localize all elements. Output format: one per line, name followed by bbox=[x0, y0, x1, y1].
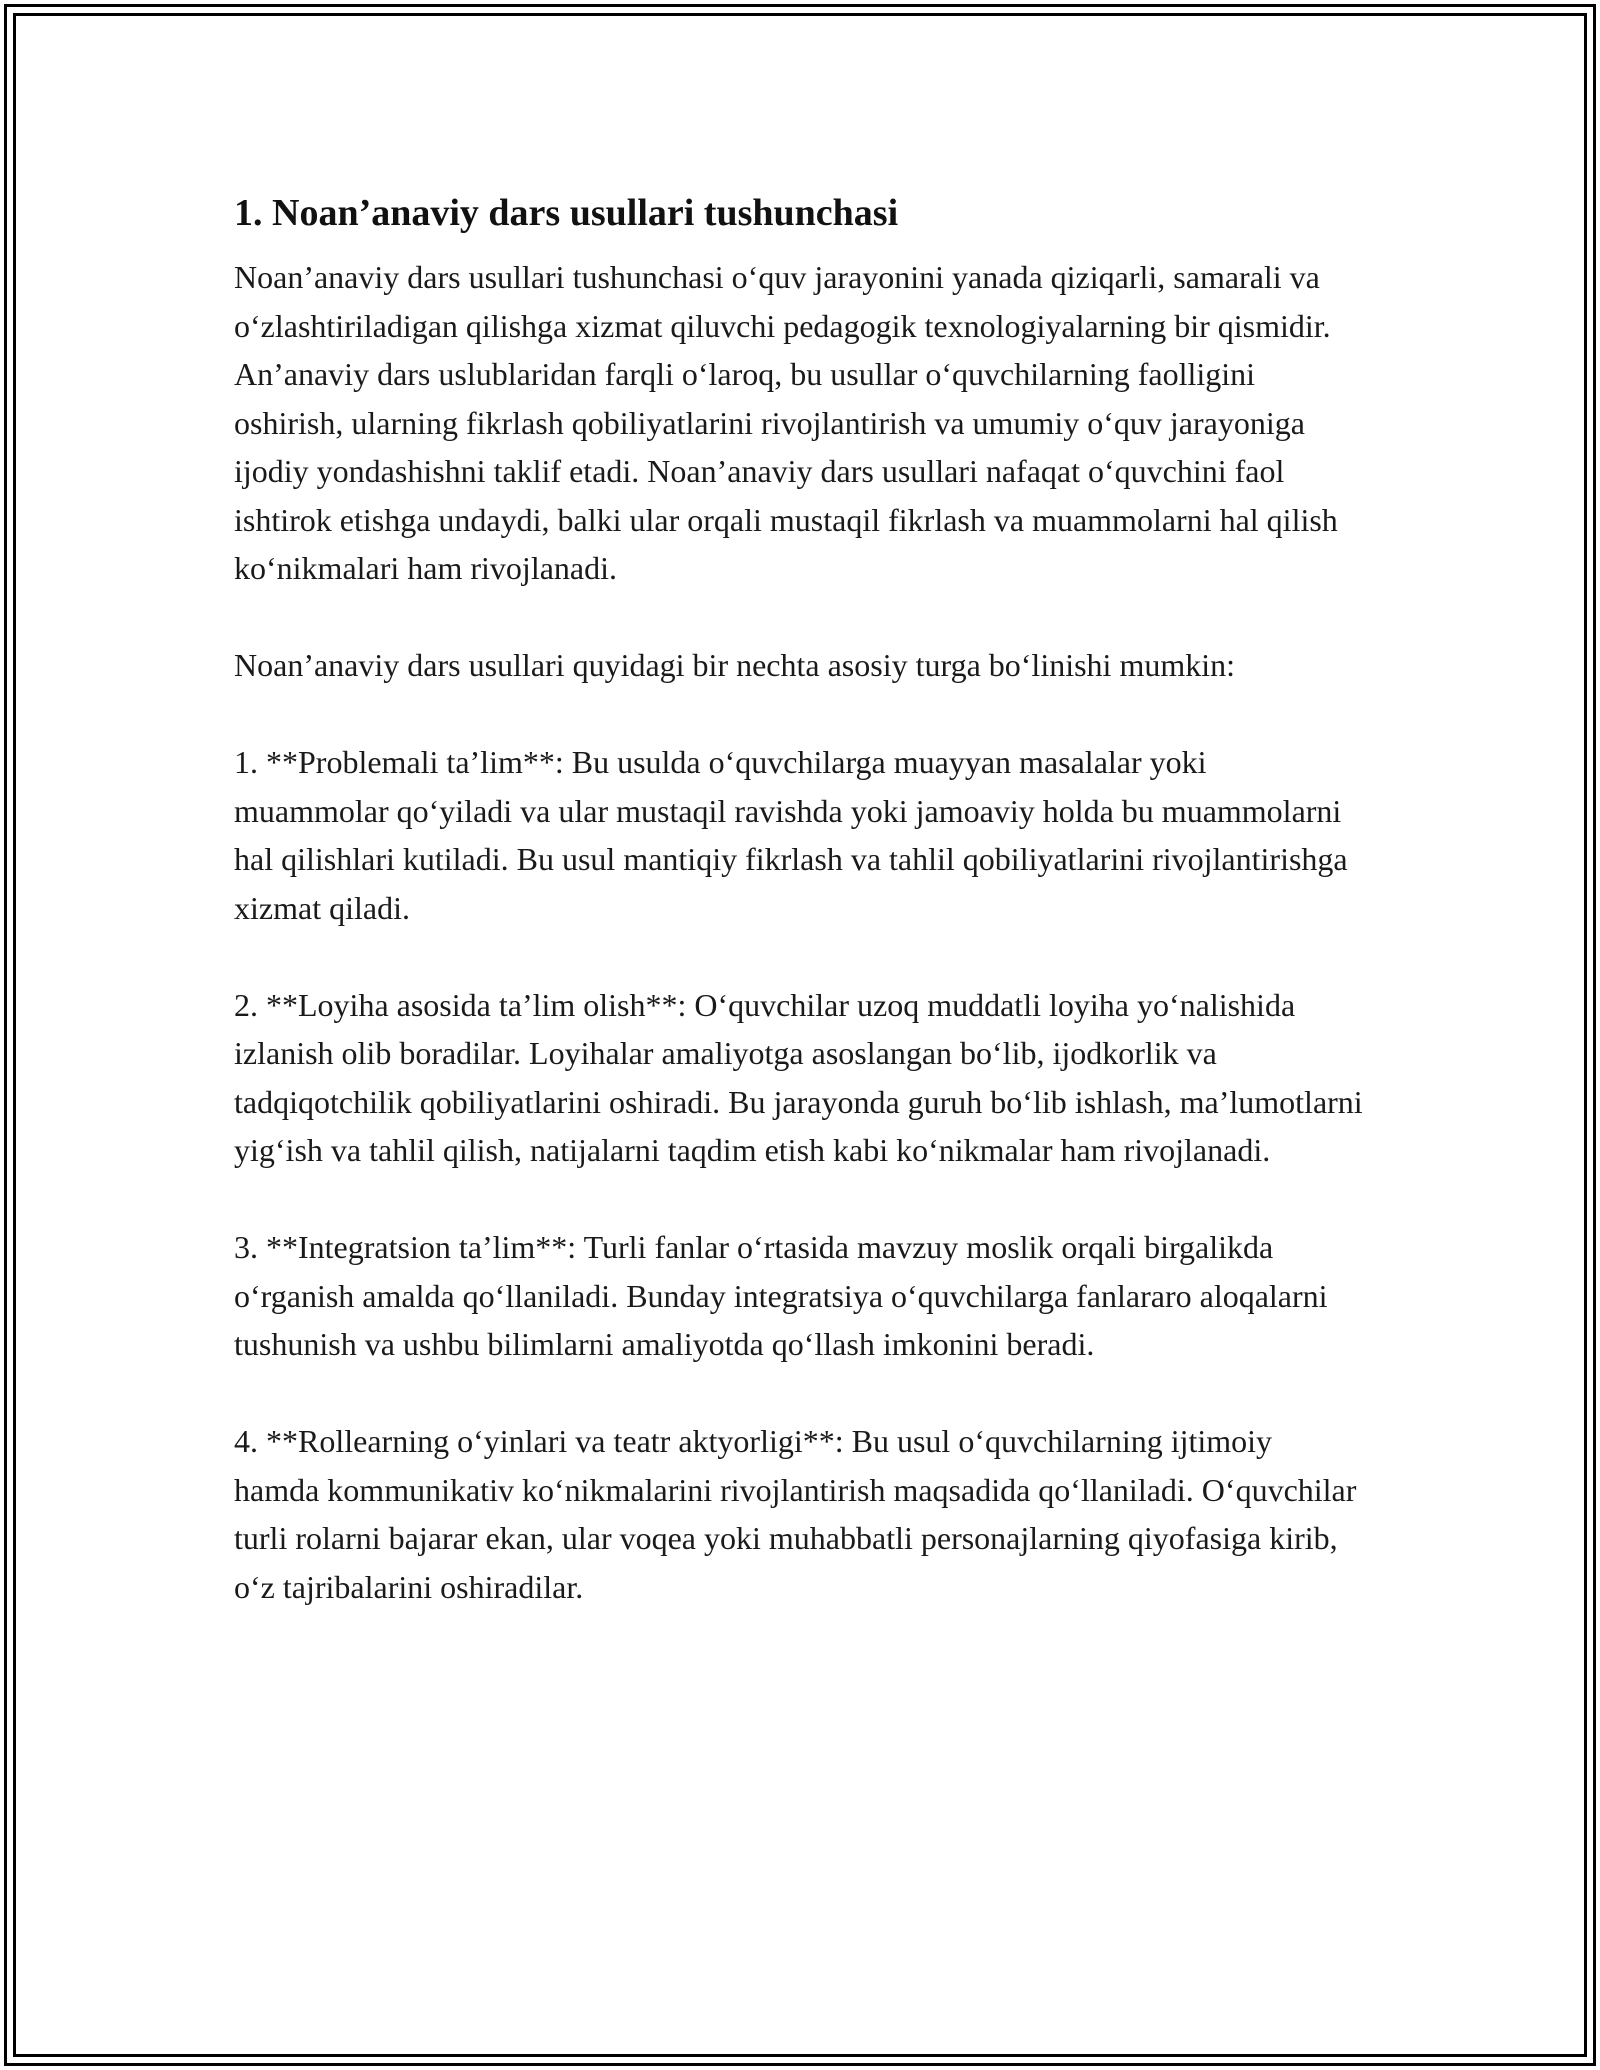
types-intro-paragraph: Noan’anaviy dars usullari quyidagi bir nechta asosiy turga bo‘linishi mumkin: bbox=[234, 647, 1235, 683]
list-item-loyiha-asosida-talim: 2. **Loyiha asosida ta’lim olish**: O‘quvchilar uzoq muddatli loyiha yo‘nalishida izlanish olib boradilar. Loyihalar amaliyotga asoslangan bo‘lib, ijodkorlik va tadqiqotchilik qobiliyatlarini oshiradi. Bu jarayonda guruh bo‘lib ishlash, ma’lumotlarni yig‘ish va tahlil qilish, natijalarni taqdim etish kabi ko‘nikmalar ham rivojlanadi. bbox=[234, 986, 1363, 1168]
document-body bbox=[234, 185, 1364, 1611]
list-item-problemali-talim: 1. **Problemali ta’lim**: Bu usulda o‘quvchilarga muayyan masalalar yoki muammolar qo‘yiladi va ular mustaqil ravishda yoki jamoaviy holda bu muammolarni hal qilishlari kutiladi. Bu usul mantiqiy fikrlash va tahlil qobiliyatlarini rivojlantirishga xizmat qiladi. bbox=[234, 744, 1348, 926]
intro-paragraph: Noan’anaviy dars usullari tushunchasi o‘quv jarayonini yanada qiziqarli, samarali va o‘zlashtiriladigan qilishga xizmat qiluvchi pedagogik texnologiyalarning bir qismidir. An’anaviy dars uslublaridan farqli o‘laroq, bu usullar o‘quvchilarning faolligini oshirish, ularning fikrlash qobiliyatlarini rivojlantirish va umumiy o‘quv jarayoniga ijodiy yondashishni taklif etadi. Noan’anaviy dars usullari nafaqat o‘quvchini faol ishtirok etishga undaydi, balki ular orqali mustaqil fikrlash va muammolarni hal qilish ko‘nikmalari ham rivojlanadi. bbox=[234, 259, 1338, 586]
list-item-integratsion-talim: 3. **Integratsion ta’lim**: Turli fanlar o‘rtasida mavzuy moslik orqali birgalikda o‘rganish amalda qo‘llaniladi. Bunday integratsiya o‘quvchilarga fanlararo aloqalarni tushunish va ushbu bilimlarni amaliyotda qo‘llash imkonini beradi. bbox=[234, 1229, 1328, 1362]
section-heading: 1. Noan’anaviy dars usullari tushunchasi bbox=[234, 192, 899, 234]
list-item-rollearning-oyinlari: 4. **Rollearning o‘yinlari va teatr aktyorligi**: Bu usul o‘quvchilarning ijtimoiy hamda kommunikativ ko‘nikmalarini rivojlantirish maqsadida qo‘llaniladi. O‘quvchilar turli rolarni bajarar ekan, ular voqea yoki muhabbatli personajlarning qiyofasiga kirib, o‘z tajribalarini oshiradilar. bbox=[234, 1423, 1357, 1605]
